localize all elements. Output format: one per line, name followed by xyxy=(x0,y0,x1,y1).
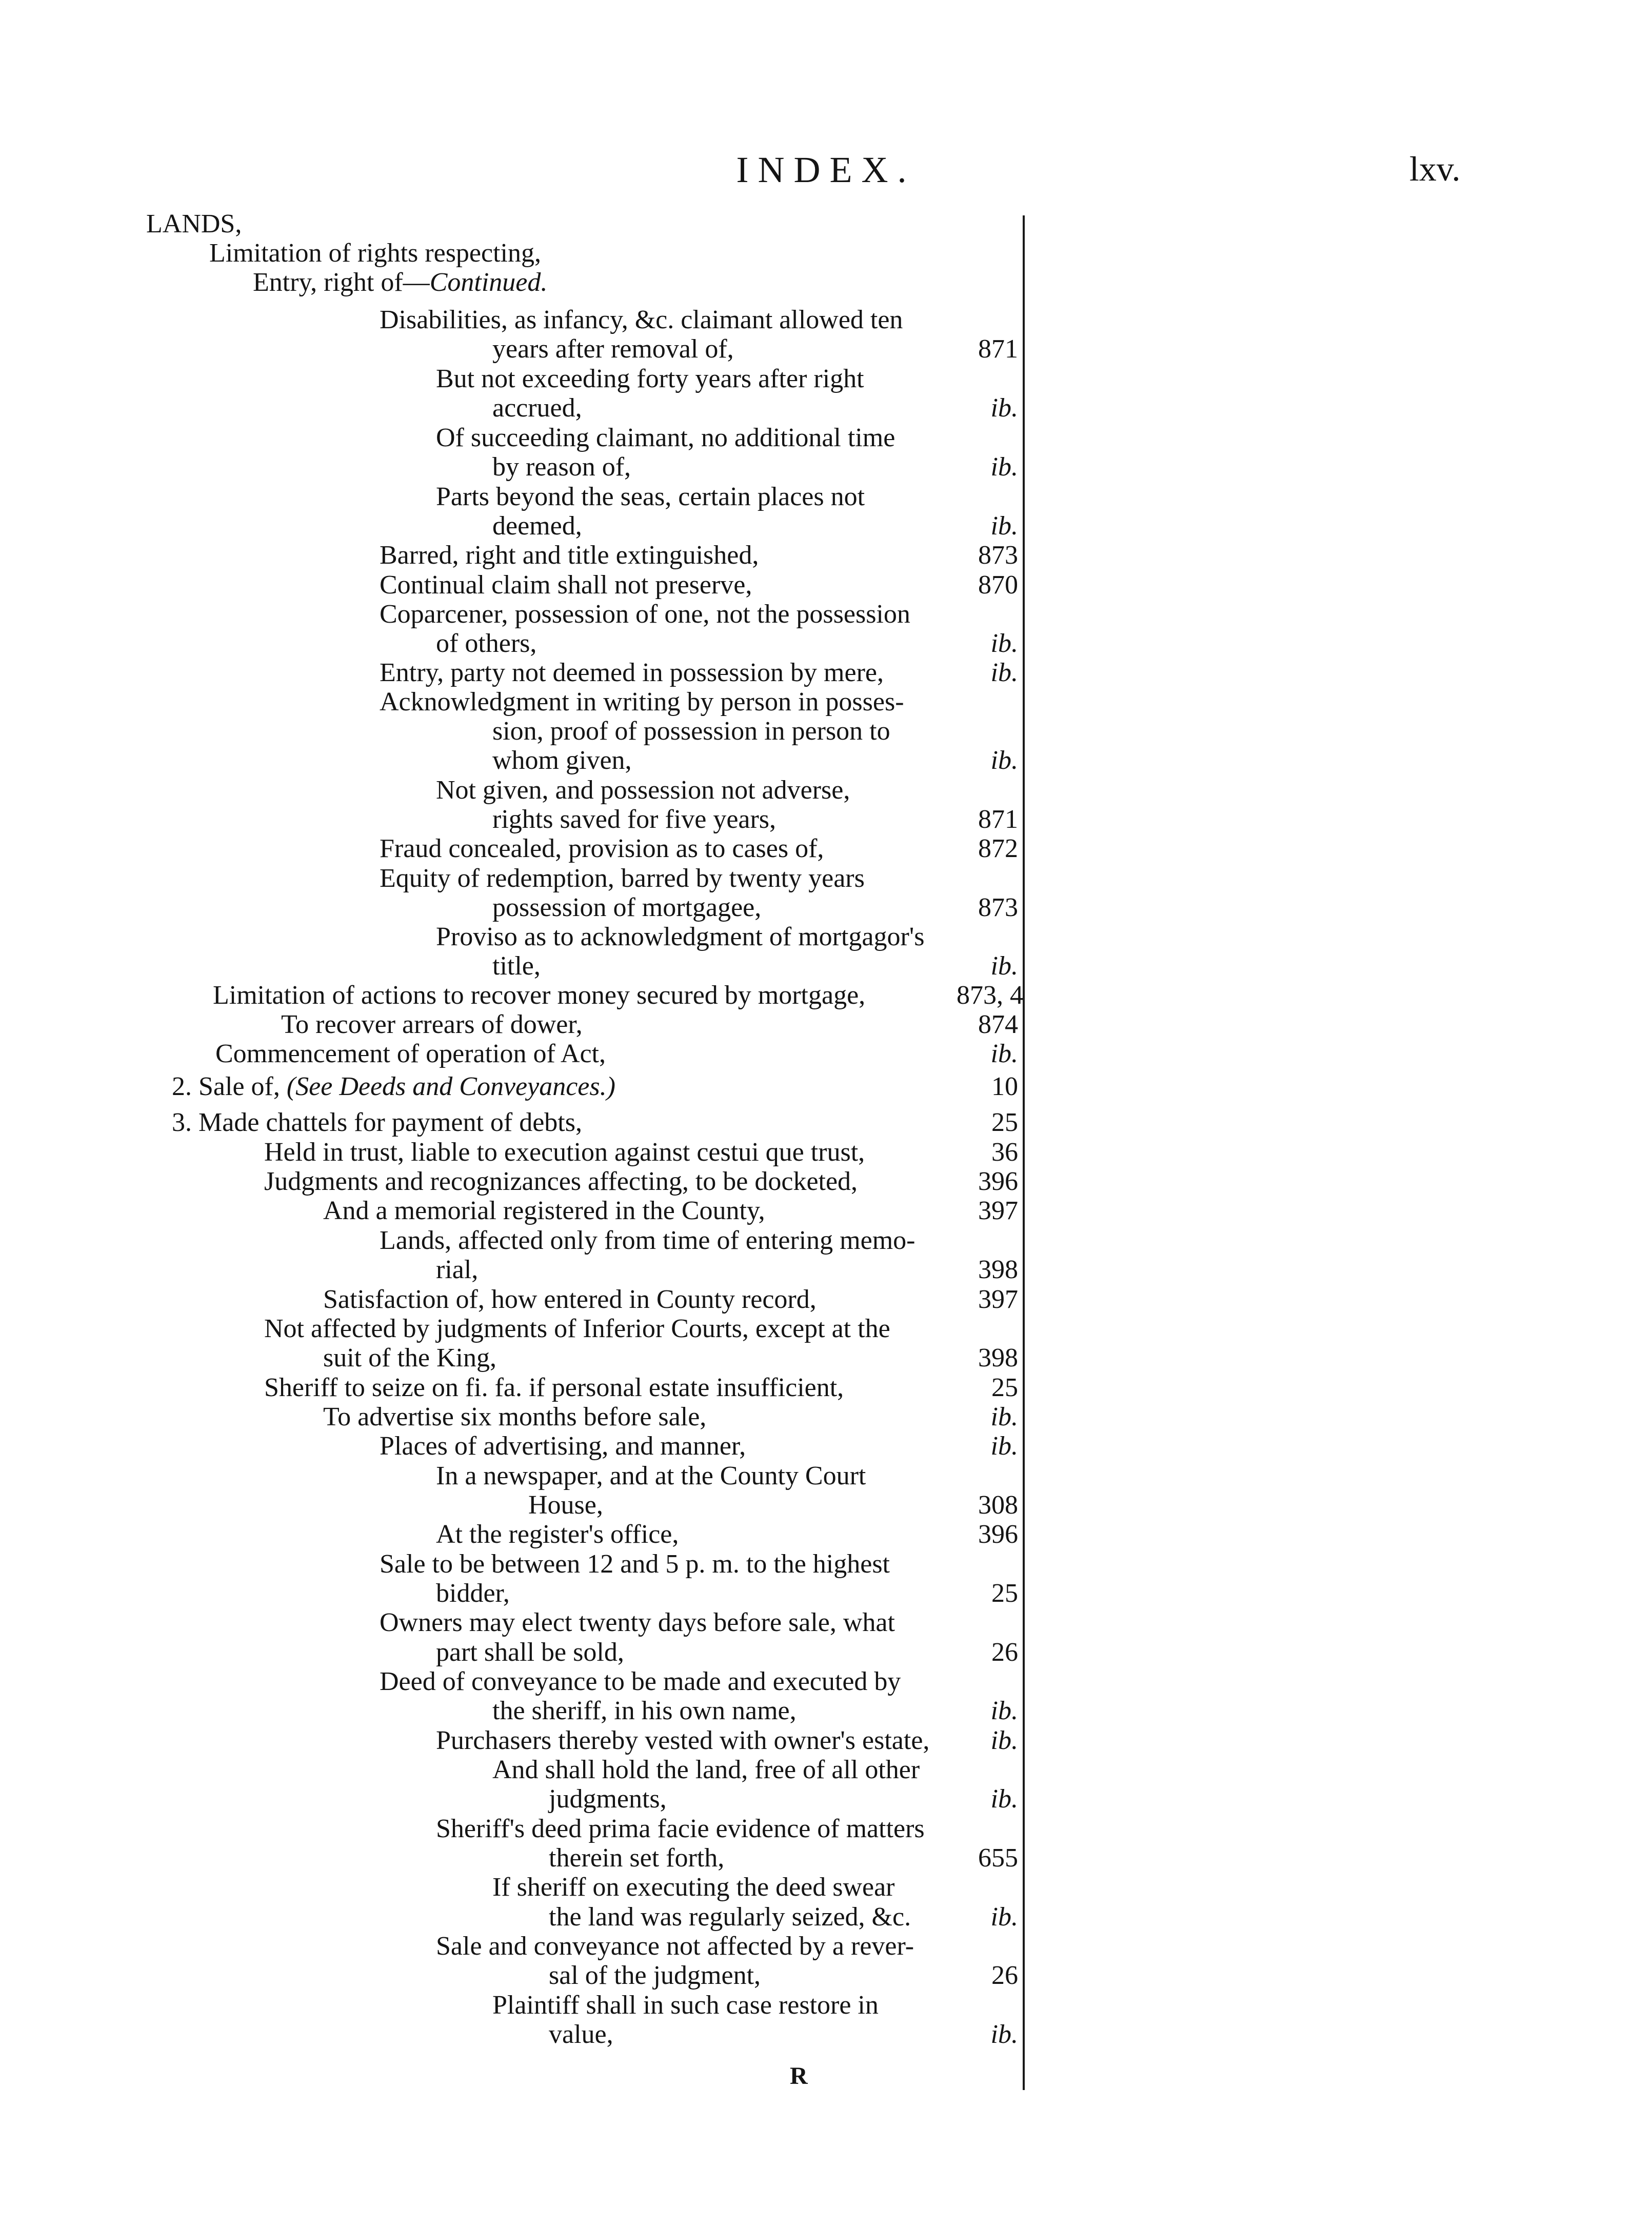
index-entry: 2. Sale of, (See Deeds and Conveyances.) xyxy=(172,1072,615,1101)
index-entry: LANDS, xyxy=(146,209,242,238)
page-reference: ib. xyxy=(990,511,1018,541)
page-reference: 26 xyxy=(991,1638,1018,1667)
index-entry: judgments, xyxy=(549,1784,667,1814)
index-entry: therein set forth, xyxy=(549,1843,725,1873)
page-reference: 873 xyxy=(978,893,1018,922)
page-reference: 10 xyxy=(991,1072,1018,1101)
index-entry: by reason of, xyxy=(492,452,631,482)
index-entry: 3. Made chattels for payment of debts, xyxy=(172,1108,582,1137)
index-entry: Entry, party not deemed in possession by mere, xyxy=(380,658,884,687)
page-reference: ib. xyxy=(990,393,1018,423)
page-reference: ib. xyxy=(990,1784,1018,1814)
index-entry: whom given, xyxy=(492,746,632,775)
page-reference: 873 xyxy=(978,541,1018,570)
page-reference: 25 xyxy=(991,1373,1018,1402)
page-reference: 36 xyxy=(991,1138,1018,1167)
page-reference: ib. xyxy=(990,1696,1018,1725)
index-entry: the sheriff, in his own name, xyxy=(492,1696,797,1725)
page-reference: ib. xyxy=(990,1431,1018,1461)
index-entry: Commencement of operation of Act, xyxy=(215,1039,606,1068)
page-reference: 25 xyxy=(991,1579,1018,1608)
page-reference: ib. xyxy=(990,1902,1018,1932)
index-entry: Owners may elect twenty days before sale, what xyxy=(380,1608,895,1637)
index-entry: possession of mortgagee, xyxy=(492,893,762,922)
page-reference: 26 xyxy=(991,1961,1018,1990)
index-entry: Of succeeding claimant, no additional time xyxy=(436,423,895,452)
index-entry: Continual claim shall not preserve, xyxy=(380,570,752,600)
page-reference: ib. xyxy=(990,2020,1018,2049)
page-reference: 872 xyxy=(978,834,1018,863)
page-reference: ib. xyxy=(990,746,1018,775)
index-entry: Equity of redemption, barred by twenty years xyxy=(380,864,865,893)
index-entry: Lands, affected only from time of entering memo- xyxy=(380,1226,915,1255)
index-entry: Deed of conveyance to be made and executed by xyxy=(380,1667,901,1696)
index-entry: Purchasers thereby vested with owner's estate, xyxy=(436,1726,930,1755)
reference-column-rule xyxy=(1023,215,1025,2090)
page-reference: ib. xyxy=(990,658,1018,687)
index-entry: of others, xyxy=(436,629,537,658)
index-entry: And a memorial registered in the County, xyxy=(323,1196,765,1225)
index-entry: part shall be sold, xyxy=(436,1638,624,1667)
index-entry: Parts beyond the seas, certain places not xyxy=(436,482,865,511)
index-entry: In a newspaper, and at the County Court xyxy=(436,1461,866,1490)
page-reference: 396 xyxy=(978,1520,1018,1549)
index-entry: Sheriff to seize on fi. fa. if personal estate insufficient, xyxy=(264,1373,844,1402)
index-entry: rights saved for five years, xyxy=(492,805,777,834)
page-reference: 655 xyxy=(978,1843,1018,1873)
page-reference: 871 xyxy=(978,334,1018,364)
index-entry: title, xyxy=(492,951,541,981)
page-reference: 871 xyxy=(978,805,1018,834)
index-entry: Fraud concealed, provision as to cases of, xyxy=(380,834,824,863)
index-entry: sal of the judgment, xyxy=(549,1961,761,1990)
index-entry: Not affected by judgments of Inferior Courts, except at the xyxy=(264,1314,890,1343)
index-entry: Sale to be between 12 and 5 p. m. to the highest xyxy=(380,1549,890,1579)
index-entry: Barred, right and title extinguished, xyxy=(380,541,759,570)
page-reference: 398 xyxy=(978,1255,1018,1284)
page-reference: 308 xyxy=(978,1490,1018,1520)
index-entry: Limitation of actions to recover money secured by mortgage, xyxy=(213,981,866,1010)
page-reference: ib. xyxy=(990,1039,1018,1068)
index-entry: bidder, xyxy=(436,1579,510,1608)
index-entry: Places of advertising, and manner, xyxy=(380,1431,746,1461)
page-reference: 396 xyxy=(978,1167,1018,1196)
signature-mark: R xyxy=(790,2062,808,2090)
index-entry: years after removal of, xyxy=(492,334,734,364)
index-entry: To advertise six months before sale, xyxy=(323,1402,707,1431)
page-reference: ib. xyxy=(990,1402,1018,1431)
page-title: INDEX. xyxy=(736,149,916,190)
index-entry: Held in trust, liable to execution against cestui que trust, xyxy=(264,1138,865,1167)
index-entry: value, xyxy=(549,2020,613,2049)
index-entry: rial, xyxy=(436,1255,479,1284)
index-entry: To recover arrears of dower, xyxy=(281,1010,583,1039)
page-reference: 874 xyxy=(978,1010,1018,1039)
page-reference: 873, 4 xyxy=(957,981,1023,1010)
index-entry: House, xyxy=(528,1490,603,1520)
page-reference: 397 xyxy=(978,1196,1018,1225)
page-reference: 25 xyxy=(991,1108,1018,1137)
index-entry: Entry, right of—Continued. xyxy=(253,268,548,297)
index-entry: Proviso as to acknowledgment of mortgagor's xyxy=(436,922,925,951)
page-reference: ib. xyxy=(990,629,1018,658)
index-entry: suit of the King, xyxy=(323,1343,496,1373)
index-entry: At the register's office, xyxy=(436,1520,679,1549)
page-reference: 870 xyxy=(978,570,1018,600)
index-entry: Plaintiff shall in such case restore in xyxy=(492,1991,879,2020)
index-entry: Judgments and recognizances affecting, to be docketed, xyxy=(264,1167,858,1196)
index-entry: Acknowledgment in writing by person in posses- xyxy=(380,687,904,717)
page-reference: 397 xyxy=(978,1285,1018,1314)
page-reference: 398 xyxy=(978,1343,1018,1373)
page-reference: ib. xyxy=(990,1726,1018,1755)
index-entry: Disabilities, as infancy, &c. claimant allowed ten xyxy=(380,305,903,334)
page-number: lxv. xyxy=(1409,149,1461,188)
index-entry: Satisfaction of, how entered in County record, xyxy=(323,1285,817,1314)
page-reference: ib. xyxy=(990,951,1018,981)
index-entry: Sale and conveyance not affected by a rever- xyxy=(436,1932,914,1961)
index-entry: the land was regularly seized, &c. xyxy=(549,1902,911,1932)
index-entry: deemed, xyxy=(492,511,582,541)
page-reference: ib. xyxy=(990,452,1018,482)
index-entry: Coparcener, possession of one, not the possession xyxy=(380,600,910,629)
index-entry: Limitation of rights respecting, xyxy=(209,238,541,268)
index-entry: Sheriff's deed prima facie evidence of matters xyxy=(436,1814,925,1843)
index-entry: Not given, and possession not adverse, xyxy=(436,776,850,805)
index-entry: And shall hold the land, free of all other xyxy=(492,1755,920,1784)
index-entry: But not exceeding forty years after right xyxy=(436,364,864,393)
index-entry: accrued, xyxy=(492,393,582,423)
index-entry: sion, proof of possession in person to xyxy=(492,717,890,746)
index-entry: If sheriff on executing the deed swear xyxy=(492,1873,895,1902)
